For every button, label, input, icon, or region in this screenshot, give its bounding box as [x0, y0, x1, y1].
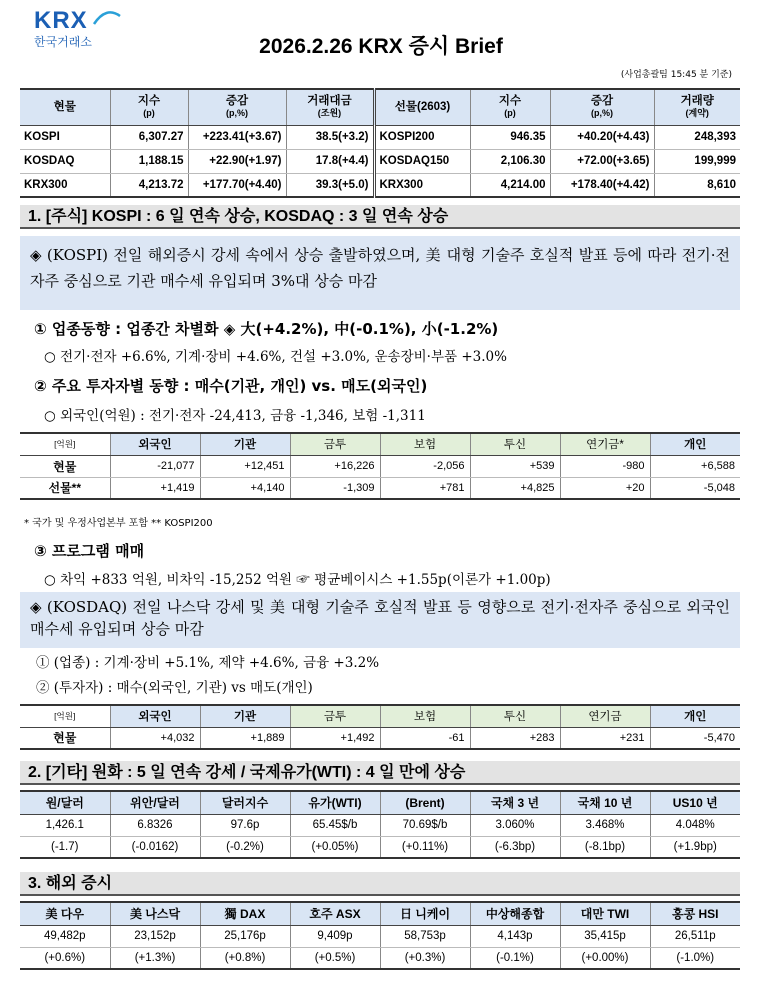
- table-row: [20, 149, 740, 173]
- row-fvol: 248,393: [654, 125, 740, 149]
- hdr-shanghai: 中상해종합: [470, 902, 560, 925]
- hdr-wti: 유가(WTI): [290, 791, 380, 814]
- kospi-investor-table: [20, 432, 740, 500]
- market-table: [20, 88, 740, 198]
- row-change: +22.90(+1.97): [188, 149, 286, 173]
- cell: +539: [470, 455, 560, 477]
- hdr-insurance: 보험: [380, 433, 470, 455]
- row-index: 1,188.15: [110, 149, 188, 173]
- program-detail: ○ 차익 +833 억원, 비차익 -15,252 억원 ☞ 평균베이시스 +1.55p(이론가 +1.00p): [44, 572, 551, 588]
- cell: 25,176p: [200, 925, 290, 947]
- cell: 4.048%: [650, 814, 740, 836]
- cell: (+1.9bp): [650, 836, 740, 858]
- row-label: 현물: [20, 455, 110, 477]
- table-row: [20, 925, 740, 947]
- table-row: [20, 125, 740, 149]
- cell: -21,077: [110, 455, 200, 477]
- hdr-securities: 금투: [290, 705, 380, 727]
- cell: 3.060%: [470, 814, 560, 836]
- hdr-securities: 금투: [290, 433, 380, 455]
- cell: -5,048: [650, 477, 740, 499]
- cell: +6,588: [650, 455, 740, 477]
- row-findex: 4,214.00: [470, 173, 550, 197]
- cell: (-1.7): [20, 836, 110, 858]
- cell: +781: [380, 477, 470, 499]
- row-fchange: +178.40(+4.42): [550, 173, 654, 197]
- row-value: 38.5(+3.2): [286, 125, 374, 149]
- cell: -1,309: [290, 477, 380, 499]
- cell: +20: [560, 477, 650, 499]
- row-value: 39.3(+5.0): [286, 173, 374, 197]
- cell: 97.6p: [200, 814, 290, 836]
- row-change: +177.70(+4.40): [188, 173, 286, 197]
- hdr-insurance: 보험: [380, 705, 470, 727]
- cell: (-0.0162): [110, 836, 200, 858]
- basis-time: (사업총괄팀 15:45 분 기준): [620, 70, 732, 80]
- cell: +16,226: [290, 455, 380, 477]
- cell: 9,409p: [290, 925, 380, 947]
- kospi-summary-box: ◈ (KOSPI) 전일 해외증시 강세 속에서 상승 출발하였으며, 美 대형 기술주 호실적 발표 등에 따라 전기·전자주 중심으로 기관 매수세 유입되며 3%대 상승 마감: [20, 236, 740, 310]
- row-index: 6,307.27: [110, 125, 188, 149]
- hdr-foreign: 외국인: [110, 433, 200, 455]
- cell: (+0.8%): [200, 947, 290, 969]
- hdr-unit: [억원]: [20, 433, 110, 455]
- investor-detail: ○ 외국인(억원) : 전기·전자 -24,413, 금융 -1,346, 보험 -1,311: [44, 408, 426, 424]
- cell: +1,889: [200, 727, 290, 749]
- row-findex: 946.35: [470, 125, 550, 149]
- cell: +231: [560, 727, 650, 749]
- hdr-pension: 연기금*: [560, 433, 650, 455]
- sec2-title: 2. [기타] 원화 : 5 일 연속 강세 / 국제유가(WTI) : 4 일 만에 상승: [20, 761, 740, 785]
- hdr-f-change: 증감 (p,%): [550, 89, 654, 125]
- table-row: [20, 477, 740, 499]
- hdr-brent: (Brent): [380, 791, 470, 814]
- cell: 58,753p: [380, 925, 470, 947]
- row-change: +223.41(+3.67): [188, 125, 286, 149]
- hdr-f-volume: 거래량 (계약): [654, 89, 740, 125]
- cell: -5,470: [650, 727, 740, 749]
- row-fvol: 8,610: [654, 173, 740, 197]
- row-fname: KOSPI200: [374, 125, 470, 149]
- cell: (-8.1bp): [560, 836, 650, 858]
- cell: (+0.5%): [290, 947, 380, 969]
- cell: +4,140: [200, 477, 290, 499]
- hdr-dow: 美 다우: [20, 902, 110, 925]
- hdr-kr10y: 국채 10 년: [560, 791, 650, 814]
- row-fchange: +40.20(+4.43): [550, 125, 654, 149]
- row-label: 선물**: [20, 477, 110, 499]
- row-value: 17.8(+4.4): [286, 149, 374, 173]
- hdr-nasdaq: 美 나스닥: [110, 902, 200, 925]
- hdr-kr3y: 국채 3 년: [470, 791, 560, 814]
- row-name: KRX300: [20, 173, 110, 197]
- sec1-title: 1. [주식] KOSPI : 6 일 연속 상승, KOSDAQ : 3 일 연속 상승: [20, 205, 740, 229]
- hdr-individual: 개인: [650, 705, 740, 727]
- cell: (-6.3bp): [470, 836, 560, 858]
- row-fchange: +72.00(+3.65): [550, 149, 654, 173]
- hdr-spot: 현물: [20, 89, 110, 125]
- hdr-nikkei: 日 니케이: [380, 902, 470, 925]
- footnote: * 국가 및 우정사업본부 포함 ** KOSPI200: [24, 518, 213, 529]
- table-row: [20, 727, 740, 749]
- table-row: [20, 814, 740, 836]
- cell: 23,152p: [110, 925, 200, 947]
- table-row: [20, 836, 740, 858]
- hdr-dax: 獨 DAX: [200, 902, 290, 925]
- cell: (-0.1%): [470, 947, 560, 969]
- cell: 4,143p: [470, 925, 560, 947]
- hdr-dxy: 달러지수: [200, 791, 290, 814]
- global-market-table: [20, 901, 740, 970]
- hdr-value: 거래대금 (조원): [286, 89, 374, 125]
- cell: (-0.2%): [200, 836, 290, 858]
- kosdaq-sector: ① (업종) : 기계·장비 +5.1%, 제약 +4.6%, 금융 +3.2%: [36, 655, 380, 671]
- hdr-unit: [억원]: [20, 705, 110, 727]
- table-row: [20, 947, 740, 969]
- kosdaq-investor: ② (투자자) : 매수(외국인, 기관) vs 매도(개인): [36, 680, 313, 696]
- hdr-futures: 선물(2603): [374, 89, 470, 125]
- row-findex: 2,106.30: [470, 149, 550, 173]
- page-title: 2026.2.26 KRX 증시 Brief: [259, 35, 503, 58]
- cell: 1,426.1: [20, 814, 110, 836]
- cell: (+0.11%): [380, 836, 470, 858]
- hdr-index: 지수 (p): [110, 89, 188, 125]
- cell: -61: [380, 727, 470, 749]
- hdr-asx: 호주 ASX: [290, 902, 380, 925]
- sector-detail: ○ 전기·전자 +6.6%, 기계·장비 +4.6%, 건설 +3.0%, 운송장비·부품 +3.0%: [44, 349, 507, 365]
- cell: +4,032: [110, 727, 200, 749]
- cell: +12,451: [200, 455, 290, 477]
- cell: +4,825: [470, 477, 560, 499]
- row-fname: KRX300: [374, 173, 470, 197]
- cell: 70.69$/b: [380, 814, 470, 836]
- kosdaq-investor-table: [20, 704, 740, 750]
- row-name: KOSPI: [20, 125, 110, 149]
- cell: +283: [470, 727, 560, 749]
- table-row: [20, 455, 740, 477]
- cell: 35,415p: [560, 925, 650, 947]
- hdr-twi: 대만 TWI: [560, 902, 650, 925]
- hdr-f-index: 지수 (p): [470, 89, 550, 125]
- row-label: 현물: [20, 727, 110, 749]
- row-fname: KOSDAQ150: [374, 149, 470, 173]
- row-name: KOSDAQ: [20, 149, 110, 173]
- cell: (+0.00%): [560, 947, 650, 969]
- hdr-cny-usd: 위안/달러: [110, 791, 200, 814]
- table-row: [20, 173, 740, 197]
- hdr-pension: 연기금: [560, 705, 650, 727]
- cell: 65.45$/b: [290, 814, 380, 836]
- cell: +1,419: [110, 477, 200, 499]
- cell: 3.468%: [560, 814, 650, 836]
- hdr-institution: 기관: [200, 705, 290, 727]
- hdr-foreign: 외국인: [110, 705, 200, 727]
- fx-table: [20, 790, 740, 859]
- cell: (-1.0%): [650, 947, 740, 969]
- cell: 49,482p: [20, 925, 110, 947]
- logo-arc-icon: [92, 10, 122, 26]
- row-index: 4,213.72: [110, 173, 188, 197]
- logo-sub: 한국거래소: [34, 35, 92, 49]
- cell: -2,056: [380, 455, 470, 477]
- cell: (+0.05%): [290, 836, 380, 858]
- hdr-hsi: 홍콩 HSI: [650, 902, 740, 925]
- hdr-institution: 기관: [200, 433, 290, 455]
- sector-heading: ① 업종동향 : 업종간 차별화 ◈ 大(+4.2%), 中(-0.1%), 小(-1.2%): [34, 320, 499, 338]
- cell: +1,492: [290, 727, 380, 749]
- cell: (+0.3%): [380, 947, 470, 969]
- hdr-krw-usd: 원/달러: [20, 791, 110, 814]
- cell: (+1.3%): [110, 947, 200, 969]
- hdr-individual: 개인: [650, 433, 740, 455]
- sec3-title: 3. 해외 증시: [20, 872, 740, 896]
- cell: 6.8326: [110, 814, 200, 836]
- logo-brand: KRX: [34, 7, 88, 34]
- hdr-trust: 투신: [470, 433, 560, 455]
- hdr-change: 증감 (p,%): [188, 89, 286, 125]
- cell: -980: [560, 455, 650, 477]
- investor-heading: ② 주요 투자자별 동향 : 매수(기관, 개인) vs. 매도(외국인): [34, 377, 428, 395]
- cell: (+0.6%): [20, 947, 110, 969]
- program-heading: ③ 프로그램 매매: [34, 542, 145, 560]
- row-fvol: 199,999: [654, 149, 740, 173]
- kosdaq-summary-box: ◈ (KOSDAQ) 전일 나스닥 강세 및 美 대형 기술주 호실적 발표 등 영향으로 전기·전자주 중심으로 외국인 매수세 유입되며 상승 마감: [20, 592, 740, 648]
- hdr-us10y: US10 년: [650, 791, 740, 814]
- cell: 26,511p: [650, 925, 740, 947]
- hdr-trust: 투신: [470, 705, 560, 727]
